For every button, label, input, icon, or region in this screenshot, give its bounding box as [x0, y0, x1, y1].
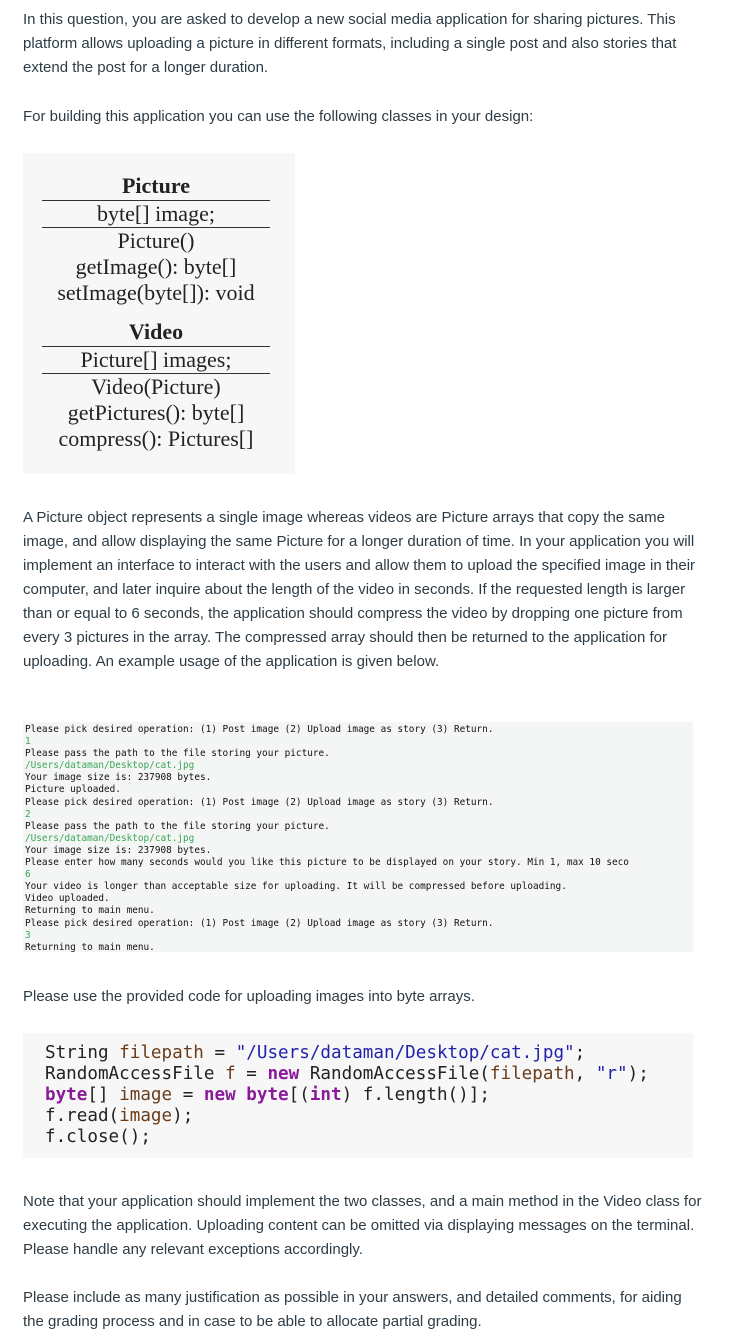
terminal-line: Please pass the path to the file storing your picture.: [25, 820, 330, 832]
uml-diagram: [23, 153, 295, 474]
uml-field: byte[] image;: [42, 201, 270, 228]
code-line: String filepath = "/Users/dataman/Desktop/cat.jpg";: [45, 1043, 586, 1063]
classes-intro-paragraph: For building this application you can use the following classes in your design:: [23, 108, 534, 125]
terminal-line: Returning to main menu.: [25, 905, 155, 917]
terminal-line: Video uploaded.: [25, 893, 110, 905]
closing-paragraph: Please include as many justification as possible in your answers, and detailed comments, for aiding the grading process and in case to be able to allocate partial grading.: [23, 1289, 682, 1330]
uml-method: setImage(byte[]): void: [57, 280, 255, 305]
code-line: f.read(image);: [45, 1106, 194, 1126]
uml-field: Picture[] images;: [42, 347, 270, 374]
uml-method: getPictures(): byte[]: [67, 400, 245, 425]
code-line: byte[] image = new byte[(int) f.length()];: [45, 1085, 490, 1105]
terminal-line: Your video is longer than acceptable size for uploading. It will be compressed before uploading.: [25, 881, 567, 893]
uml-method: Picture(): [117, 228, 195, 253]
uml-class-name: Picture: [42, 172, 270, 201]
uml-method: getImage(): byte[]: [75, 254, 237, 279]
terminal-input-line: 3: [25, 929, 31, 941]
uml-class-name: Video: [42, 318, 270, 347]
intro-paragraph: In this question, you are asked to develop a new social media application for sharing pictures. This platform allows uploading a picture in different formats, including a single post and also stories that extend the post for a longer duration.: [23, 11, 677, 76]
terminal-line: Please pick desired operation: (1) Post image (2) Upload image as story (3) Return.: [25, 917, 494, 929]
uml-class-video: [42, 318, 270, 452]
description-paragraph: A Picture object represents a single image whereas videos are Picture arrays that copy the same image, and allow displaying the same Picture for a longer duration of time. In your application you will implement an interface to interact with the users and allow them to upload the specified image in their computer, and later inquire about the length of the video in seconds. If the requested length is larger than or equal to 6 seconds, the application should compress the video by dropping one picture from every 3 pictures in the array. The compressed array should then be returned to the application for uploading. An example usage of the application is given below.: [23, 509, 696, 670]
terminal-line: Please enter how many seconds would you like this picture to be displayed on your story. Min 1, max 10 seco: [25, 857, 629, 869]
code-block: [23, 1033, 693, 1158]
terminal-line: Returning to main menu.: [25, 941, 155, 952]
terminal-line: Please pick desired operation: (1) Post image (2) Upload image as story (3) Return.: [25, 796, 494, 808]
note-paragraph: Note that your application should implement the two classes, and a main method in the Video class for executing the application. Uploading content can be omitted via displaying messages on the terminal. Please handle any relevant exceptions accordingly.: [23, 1193, 702, 1258]
terminal-line: Your image size is: 237908 bytes.: [25, 772, 212, 784]
terminal-line: Please pick desired operation: (1) Post image (2) Upload image as story (3) Return.: [25, 724, 494, 735]
terminal-input-line: 2: [25, 808, 31, 820]
terminal-input-line: /Users/dataman/Desktop/cat.jpg: [25, 760, 195, 772]
code-intro-paragraph: Please use the provided code for uploading images into byte arrays.: [23, 988, 475, 1005]
terminal-line: Picture uploaded.: [25, 784, 121, 796]
uml-method: compress(): Pictures[]: [58, 426, 254, 451]
code-line: RandomAccessFile f = new RandomAccessFile(filepath, "r");: [45, 1064, 649, 1084]
terminal-input-line: /Users/dataman/Desktop/cat.jpg: [25, 832, 195, 844]
uml-method: Video(Picture): [91, 374, 221, 399]
terminal-output: [23, 722, 693, 952]
code-line: f.close();: [45, 1127, 151, 1147]
uml-class-picture: [42, 172, 270, 306]
terminal-input-line: 1: [25, 736, 31, 748]
terminal-line: Please pass the path to the file storing your picture.: [25, 748, 330, 760]
terminal-input-line: 6: [25, 869, 31, 881]
terminal-line: Your image size is: 237908 bytes.: [25, 844, 212, 856]
